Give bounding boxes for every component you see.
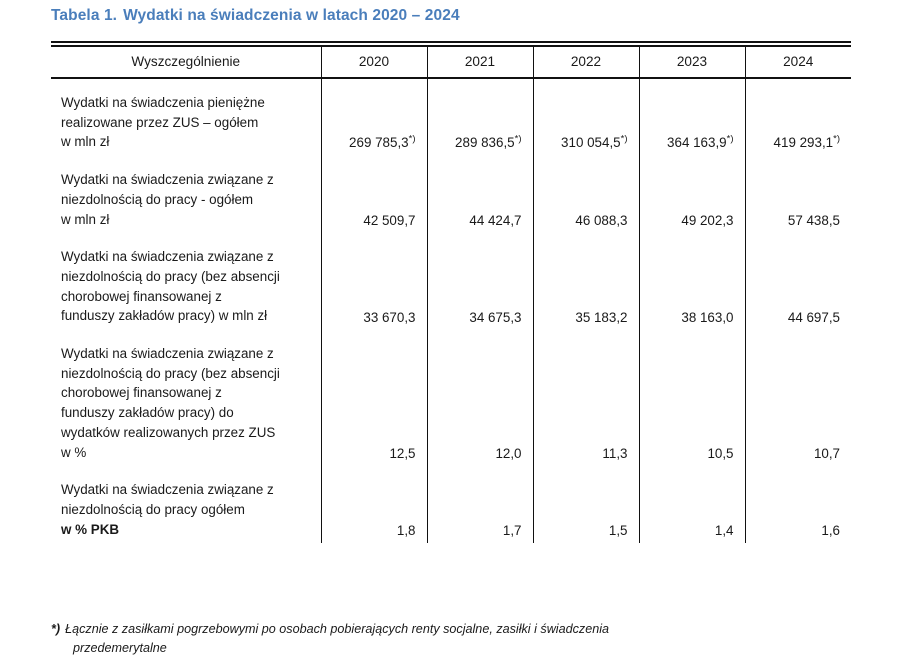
row-label-line: w mln zł <box>61 211 110 227</box>
data-cell <box>639 330 745 466</box>
table-body <box>51 78 851 543</box>
data-cell <box>639 156 745 233</box>
table-row <box>51 330 851 466</box>
cell-value: 11,3 <box>602 446 628 462</box>
footnote-line-2: przedemerytalne <box>73 640 167 655</box>
expenditures-table <box>51 45 851 543</box>
cell-value: 57 438,5 <box>787 213 840 229</box>
cell-value: 419 293,1 <box>773 135 834 151</box>
cell-value: 38 163,0 <box>681 310 734 326</box>
row-label-line: w % PKB <box>61 521 120 537</box>
cell-value: 10,7 <box>813 446 840 462</box>
data-cell <box>533 78 639 156</box>
row-label <box>51 78 321 156</box>
cell-value: 1,8 <box>396 523 416 539</box>
row-label <box>51 156 321 233</box>
cell-value: 44 424,7 <box>469 213 522 229</box>
row-label-line: Wydatki na świadczenia pieniężne <box>61 95 265 110</box>
cell-value: 289 836,5 <box>455 135 515 151</box>
cell-value: 46 088,3 <box>575 213 628 229</box>
cell-value: 33 670,3 <box>363 310 416 326</box>
cell-value: 269 785,3 <box>349 135 409 151</box>
row-label-line: realizowane przez ZUS – ogółem <box>61 114 259 130</box>
table-row <box>51 466 851 543</box>
cell-value: 12,0 <box>495 446 522 462</box>
row-label-line: niezdolnością do pracy ogółem <box>61 501 245 517</box>
row-label-line: niezdolnością do pracy (bez absencji <box>61 365 280 381</box>
table-row <box>51 78 851 156</box>
cell-footnote-marker: *) <box>620 133 628 145</box>
cell-value: 49 202,3 <box>681 213 734 229</box>
cell-value: 310 054,5 <box>561 135 621 151</box>
row-label-line: Wydatki na świadczenia związane z <box>61 346 274 362</box>
column-header-label: Wyszczególnienie <box>51 46 321 78</box>
data-cell <box>533 330 639 466</box>
cell-value: 10,5 <box>707 446 734 462</box>
data-cell <box>321 466 427 543</box>
data-cell <box>745 466 851 543</box>
footnote-line-1: Łącznie z zasiłkami pogrzebowymi po osobach pobierających renty socjalne, zasiłki i świadczenia <box>65 622 610 636</box>
cell-footnote-marker: *) <box>726 133 734 145</box>
row-label-line: niezdolnością do pracy - ogółem <box>61 191 254 207</box>
row-label-line: chorobowej finansowanej z <box>61 288 222 304</box>
cell-value: 1,4 <box>714 523 734 539</box>
row-label <box>51 466 321 543</box>
column-header-2024: 2024 <box>745 46 851 78</box>
data-cell <box>321 233 427 330</box>
row-label-line: w % <box>61 444 87 460</box>
data-cell <box>639 233 745 330</box>
cell-value: 1,5 <box>608 523 628 539</box>
table-header <box>51 46 851 78</box>
data-cell <box>427 78 533 156</box>
data-cell <box>533 233 639 330</box>
cell-value: 34 675,3 <box>469 310 522 326</box>
data-cell <box>533 156 639 233</box>
cell-value: 35 183,2 <box>575 310 628 326</box>
table-row <box>51 233 851 330</box>
cell-value: 1,7 <box>502 523 522 539</box>
column-header-2021: 2021 <box>427 46 533 78</box>
cell-value: 1,6 <box>821 523 840 539</box>
table-number: Tabela 1. <box>51 7 118 24</box>
data-cell <box>745 78 851 156</box>
data-cell <box>639 78 745 156</box>
row-label-line: w mln zł <box>61 134 110 150</box>
row-label-line: chorobowej finansowanej z <box>61 385 222 401</box>
row-label-line: Wydatki na świadczenia związane z <box>61 172 274 188</box>
column-header-2023: 2023 <box>639 46 745 78</box>
table-container <box>51 45 851 543</box>
row-label <box>51 233 321 330</box>
data-cell <box>321 156 427 233</box>
data-cell <box>639 466 745 543</box>
data-cell <box>321 78 427 156</box>
row-label-line: funduszy zakładów pracy) do <box>61 405 234 421</box>
data-cell <box>745 330 851 466</box>
cell-footnote-marker: *) <box>514 133 522 145</box>
data-cell <box>427 233 533 330</box>
column-header-2022: 2022 <box>533 46 639 78</box>
row-label <box>51 330 321 466</box>
table-title-text: Wydatki na świadczenia w latach 2020 – 2024 <box>123 7 460 24</box>
cell-value: 42 509,7 <box>363 213 416 229</box>
row-label-line: wydatków realizowanych przez ZUS <box>61 424 276 440</box>
cell-value: 12,5 <box>389 446 416 462</box>
cell-footnote-marker: *) <box>833 133 840 145</box>
column-header-2020: 2020 <box>321 46 427 78</box>
data-cell <box>321 330 427 466</box>
data-cell <box>427 156 533 233</box>
cell-value: 364 163,9 <box>667 135 727 151</box>
page-title <box>51 7 460 25</box>
data-cell <box>745 156 851 233</box>
row-label-line: Wydatki na świadczenia związane z <box>61 482 274 498</box>
table-top-rule <box>51 41 851 43</box>
table-header-row <box>51 46 851 78</box>
row-label-line: niezdolnością do pracy (bez absencji <box>61 268 280 284</box>
table-footnote <box>51 620 851 658</box>
cell-value: 44 697,5 <box>787 310 840 326</box>
table-row <box>51 156 851 233</box>
row-label-line: Wydatki na świadczenia związane z <box>61 249 274 265</box>
data-cell <box>427 466 533 543</box>
data-cell <box>427 330 533 466</box>
row-label-line: funduszy zakładów pracy) w mln zł <box>61 308 268 324</box>
data-cell <box>533 466 639 543</box>
data-cell <box>745 233 851 330</box>
footnote-marker: *) <box>51 622 61 636</box>
cell-footnote-marker: *) <box>408 133 416 145</box>
